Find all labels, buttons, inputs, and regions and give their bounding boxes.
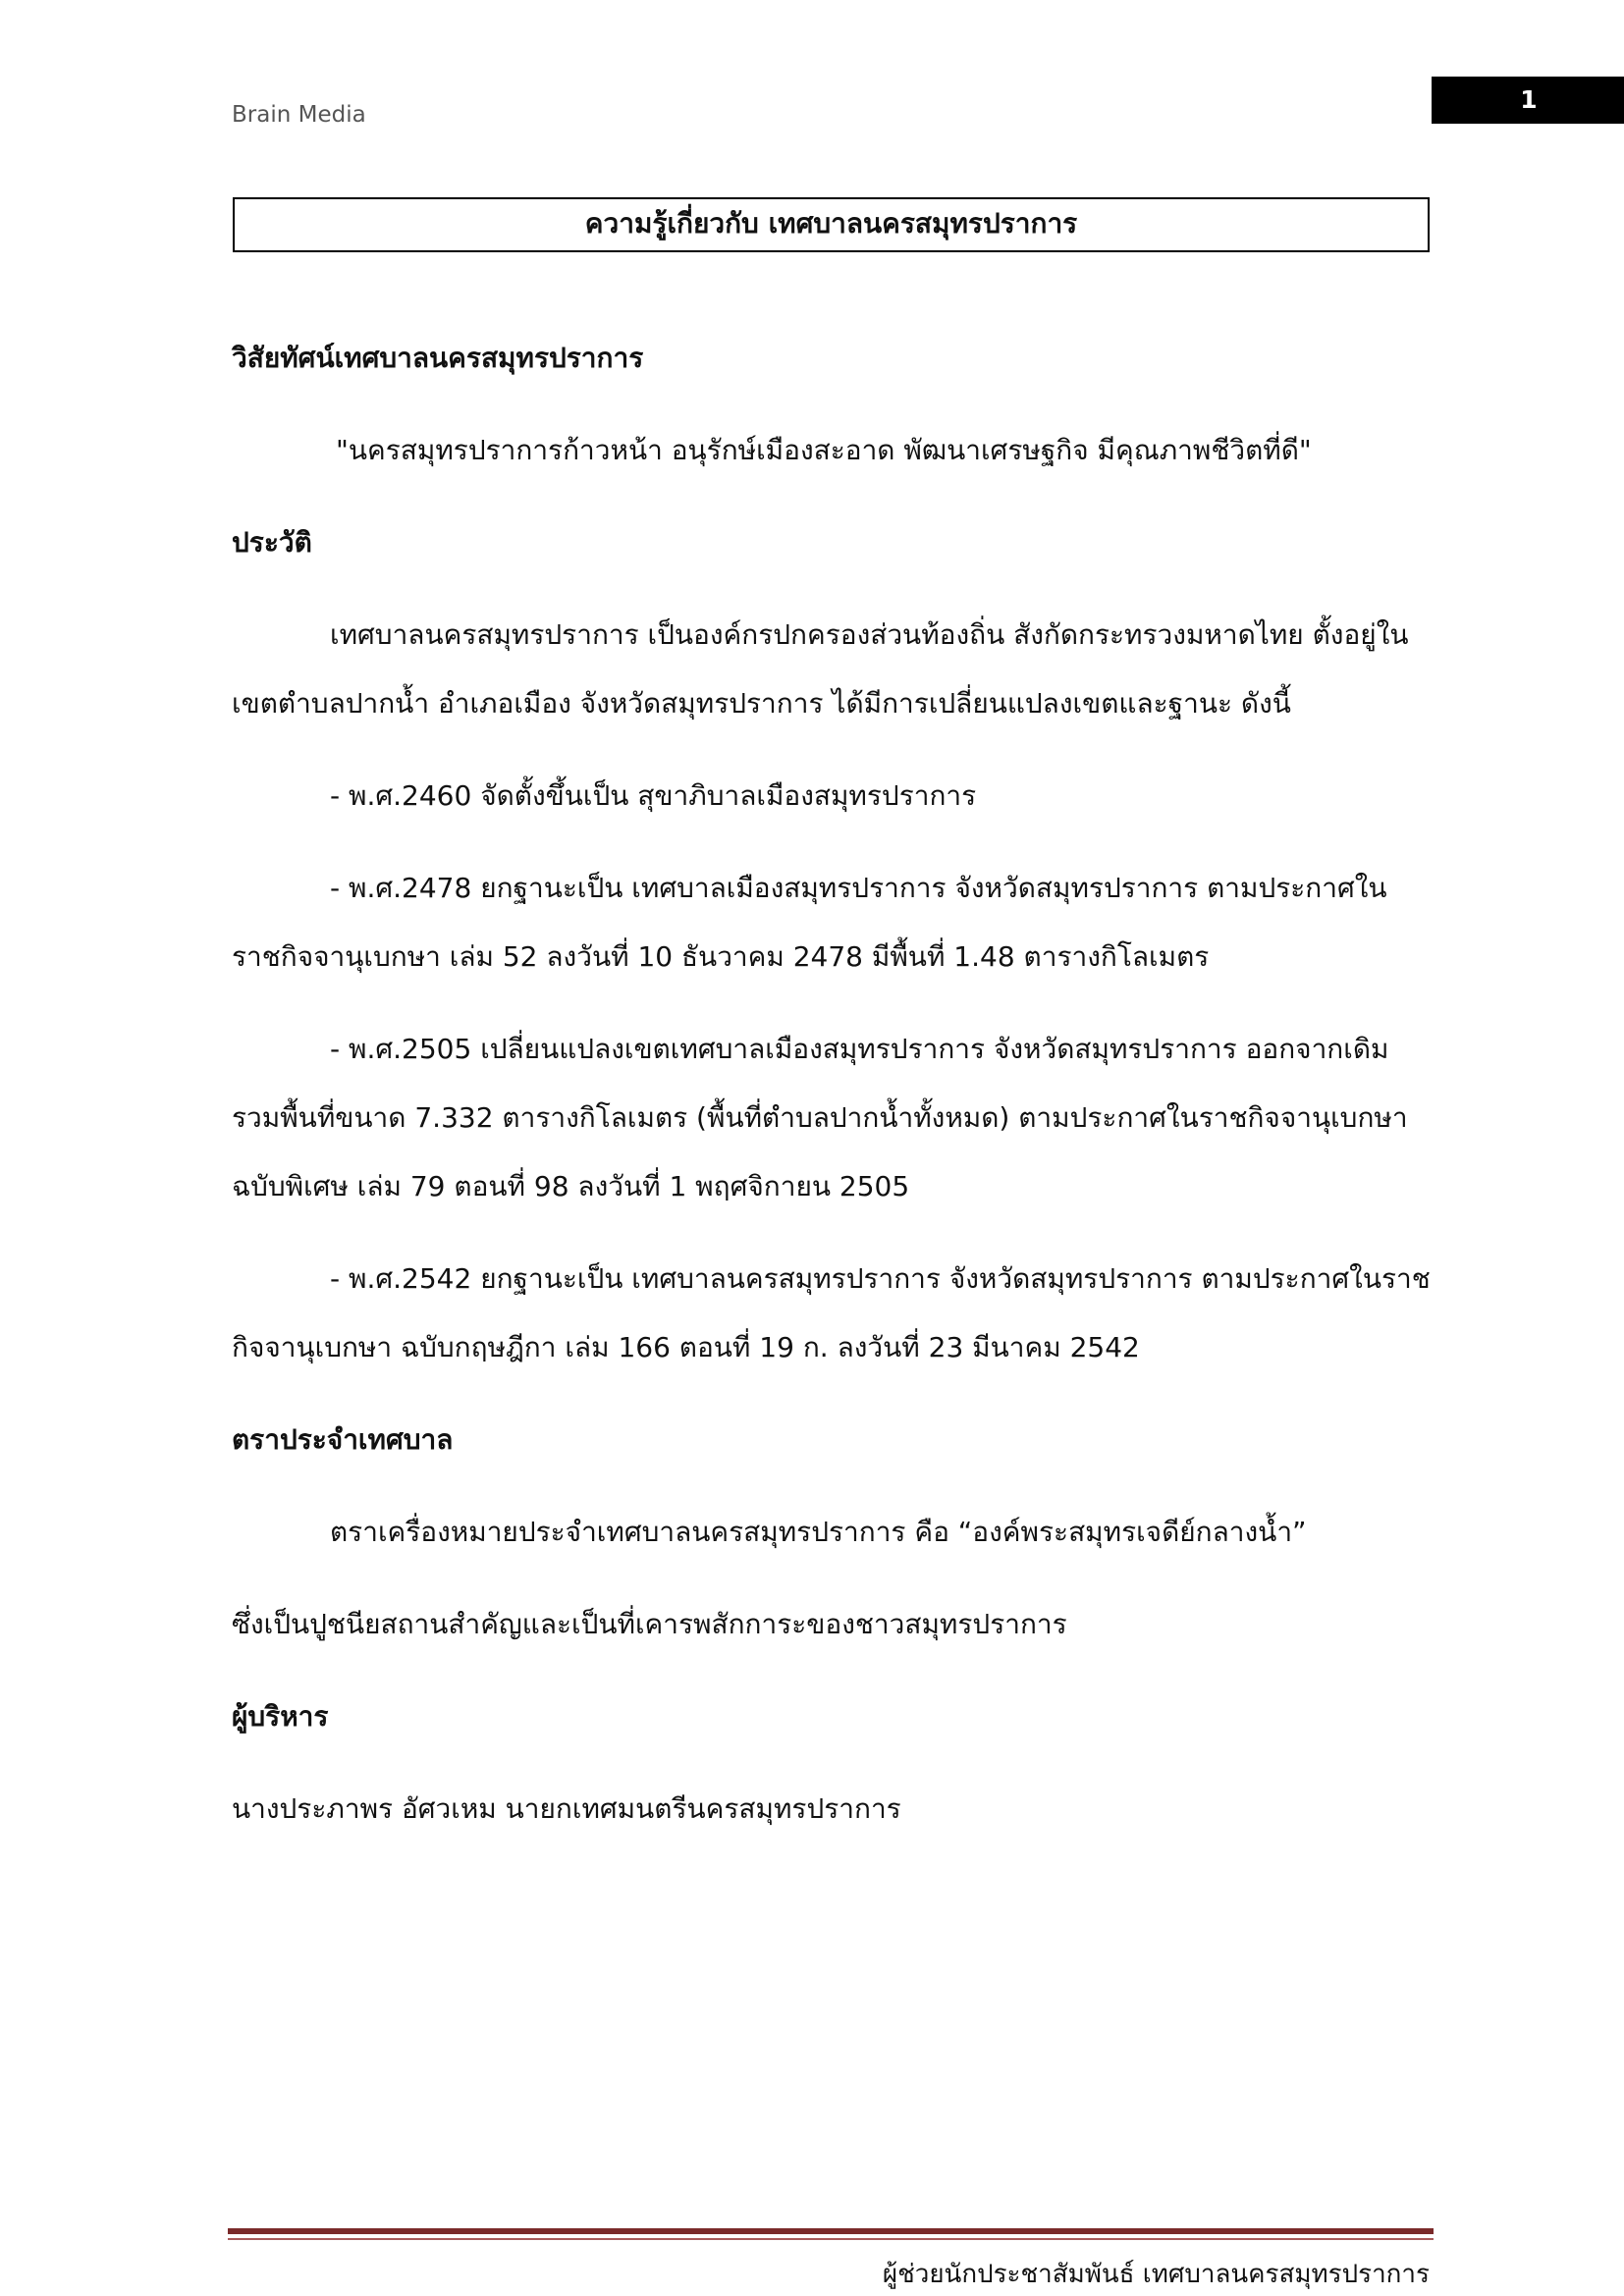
footer-text: ผู้ช่วยนักประชาสัมพันธ์ เทศบาลนครสมุทรปราการ xyxy=(882,2260,1430,2289)
emblem-description: ตราเครื่องหมายประจำเทศบาลนครสมุทรปราการ คือ “องค์พระสมุทรเจดีย์กลางน้ำ” xyxy=(330,1516,1307,1548)
vision-heading: วิสัยทัศน์เทศบาลนครสมุทรปราการ xyxy=(232,342,644,374)
footer-divider xyxy=(228,2228,1434,2234)
document-title: ความรู้เกี่ยวกับ เทศบาลนครสมุทรปราการ xyxy=(233,197,1430,252)
history-heading: ประวัติ xyxy=(232,526,312,559)
history-item: - พ.ศ.2542 ยกฐานะเป็น เทศบาลนครสมุทรปราการ จังหวัดสมุทรปราการ ตามประกาศในราชกิจจานุเบกษา ฉบับกฤษฎีกา เล่ม 166 ตอนที่ 19 ก. ลงวันที่ 23 มีนาคม 2542 xyxy=(232,1262,1431,1363)
brand-name: Brain Media xyxy=(232,102,366,128)
page-number-badge: 1 xyxy=(1432,77,1624,124)
history-item: - พ.ศ.2460 จัดตั้งขึ้นเป็น สุขาภิบาลเมืองสมุทรปราการ xyxy=(330,779,977,812)
footer-divider-thin xyxy=(228,2238,1434,2240)
executive-name: นางประภาพร อัศวเหม นายกเทศมนตรีนครสมุทรปราการ xyxy=(232,1792,901,1825)
history-intro: เทศบาลนครสมุทรปราการ เป็นองค์กรปกครองส่วนท้องถิ่น สังกัดกระทรวงมหาดไทย ตั้งอยู่ในเขตตำบลปากน้ำ อำเภอเมือง จังหวัดสมุทรปราการ ได้มีการเปลี่ยนแปลงเขตและฐานะ ดังนี้ xyxy=(232,618,1409,720)
emblem-heading: ตราประจำเทศบาล xyxy=(232,1423,454,1456)
executive-heading: ผู้บริหาร xyxy=(232,1700,329,1733)
history-item: - พ.ศ.2478 ยกฐานะเป็น เทศบาลเมืองสมุทรปราการ จังหวัดสมุทรปราการ ตามประกาศในราชกิจจานุเบกษา เล่ม 52 ลงวันที่ 10 ธันวาคม 2478 มีพื้นที่ 1.48 ตารางกิโลเมตร xyxy=(232,872,1387,973)
document-body xyxy=(232,324,1432,1843)
history-item: - พ.ศ.2505 เปลี่ยนแปลงเขตเทศบาลเมืองสมุทรปราการ จังหวัดสมุทรปราการ ออกจากเดิม รวมพื้นที่ขนาด 7.332 ตารางกิโลเมตร (พื้นที่ตำบลปากน้ำทั้งหมด) ตามประกาศในราชกิจจานุเบกษา ฉบับพิเศษ เล่ม 79 ตอนที่ 98 ลงวันที่ 1 พฤศจิกายน 2505 xyxy=(232,1033,1408,1202)
emblem-description-continued: ซึ่งเป็นปูชนียสถานสำคัญและเป็นที่เคารพสักการะของชาวสมุทรปราการ xyxy=(232,1608,1067,1640)
vision-text: "นครสมุทรปราการก้าวหน้า อนุรักษ์เมืองสะอาด พัฒนาเศรษฐกิจ มีคุณภาพชีวิตที่ดี" xyxy=(336,434,1312,466)
